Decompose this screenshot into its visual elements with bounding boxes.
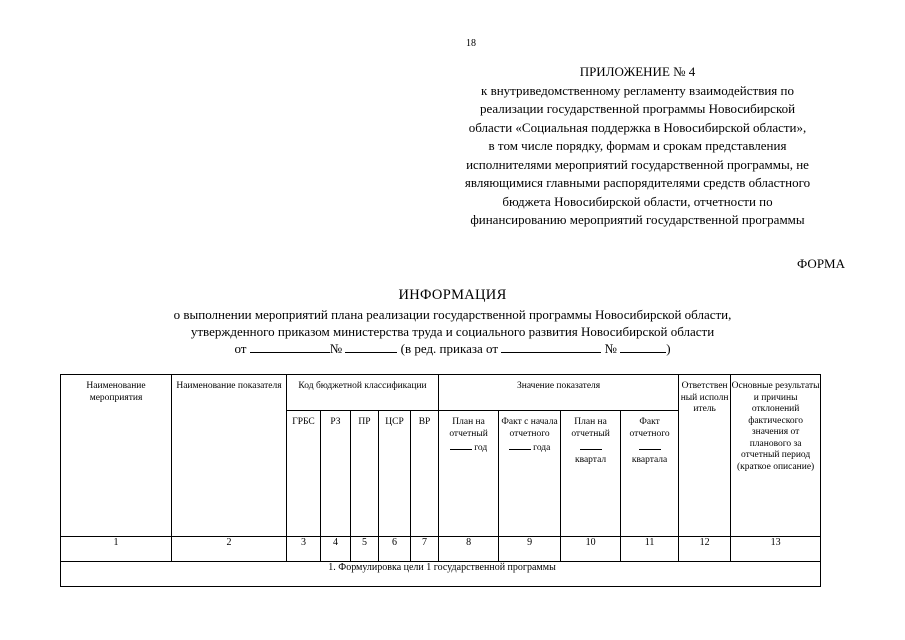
plan-year-suffix: год	[474, 443, 488, 453]
info-subtitle	[0, 306, 905, 357]
header-rz: РЗ	[321, 411, 351, 537]
fact-quarter-label: Факт отчетного	[629, 417, 670, 439]
report-table	[60, 374, 821, 587]
appendix-line: исполнителями мероприятий государственной программы, не	[466, 156, 809, 172]
header-plan-quarter	[561, 411, 621, 537]
header-responsible: Ответственный исполнитель	[679, 375, 731, 537]
appendix-line: финансированию мероприятий государственной программы	[470, 212, 805, 227]
column-number: 12	[679, 537, 731, 562]
appendix-line: к внутриведомственному регламенту взаимодействия по	[481, 82, 794, 98]
column-number: 10	[561, 537, 621, 562]
edition-number-blank	[620, 341, 666, 353]
edition-number-sign: №	[604, 341, 617, 356]
appendix-line: являющимися главными распорядителями средств областного	[464, 175, 811, 190]
column-number: 1	[61, 537, 172, 562]
column-number: 7	[411, 537, 439, 562]
info-line-1: о выполнении мероприятий плана реализации государственной программы Новосибирской области,	[173, 307, 732, 322]
edition-prefix: (в ред. приказа от	[400, 341, 499, 356]
header-vr: ВР	[411, 411, 439, 537]
header-event-name: Наименование мероприятия	[61, 375, 172, 537]
page-number: 18	[466, 38, 476, 49]
info-line-2: утвержденного приказом министерства труда и социального развития Новосибирской области	[190, 324, 715, 339]
number-sign: №	[329, 341, 343, 356]
info-title: ИНФОРМАЦИЯ	[398, 287, 507, 303]
quarter-blank	[639, 440, 661, 450]
fact-year-suffix: года	[533, 443, 551, 453]
header-indicator-value: Значение показателя	[439, 375, 679, 411]
column-number: 13	[731, 537, 821, 562]
header-grbs: ГРБС	[287, 411, 321, 537]
year-blank	[509, 440, 531, 450]
fact-year-label: Факт с начала отчетного	[501, 417, 558, 439]
quarter-blank	[580, 440, 602, 450]
column-number-row	[61, 537, 821, 562]
column-number: 2	[172, 537, 287, 562]
edition-date-blank	[501, 341, 601, 353]
appendix-title: ПРИЛОЖЕНИЕ № 4	[579, 64, 696, 79]
closing-paren: )	[666, 341, 671, 356]
plan-quarter-suffix: квартал	[574, 454, 607, 465]
column-number: 8	[439, 537, 499, 562]
header-fact-quarter	[621, 411, 679, 537]
info-line-3	[0, 340, 905, 357]
appendix-line: области «Социальная поддержка в Новосибирской области»,	[468, 119, 807, 135]
appendix-line: реализации государственной программы Новосибирской	[479, 101, 796, 116]
appendix-line: бюджета Новосибирской области, отчетности по	[502, 193, 773, 209]
column-number: 11	[621, 537, 679, 562]
header-plan-year	[439, 411, 499, 537]
column-number: 9	[499, 537, 561, 562]
date-blank	[250, 341, 330, 353]
header-indicator-name: Наименование показателя	[172, 375, 287, 537]
column-number: 6	[379, 537, 411, 562]
column-number: 5	[351, 537, 379, 562]
date-prefix: от	[234, 341, 247, 356]
column-number: 3	[287, 537, 321, 562]
plan-year-label: План на отчетный	[449, 417, 488, 439]
number-blank	[345, 341, 397, 353]
column-number: 4	[321, 537, 351, 562]
header-fact-year	[499, 411, 561, 537]
appendix-line: в том числе порядку, формам и срокам представления	[488, 138, 787, 153]
plan-quarter-label: План на отчетный	[571, 417, 610, 439]
form-label: ФОРМА	[797, 256, 845, 271]
goal-row	[61, 562, 821, 587]
header-csr: ЦСР	[379, 411, 411, 537]
year-blank	[450, 440, 472, 450]
header-budget-code: Код бюджетной классификации	[287, 375, 439, 411]
fact-quarter-suffix: квартала	[631, 454, 668, 465]
goal-text: 1. Формулировка цели 1 государственной программы	[61, 562, 821, 587]
header-pr: ПР	[351, 411, 379, 537]
header-results: Основные результаты и причины отклонений фактического значения от планового за отчетный период (краткое описание)	[731, 375, 821, 537]
appendix-block	[420, 63, 855, 230]
